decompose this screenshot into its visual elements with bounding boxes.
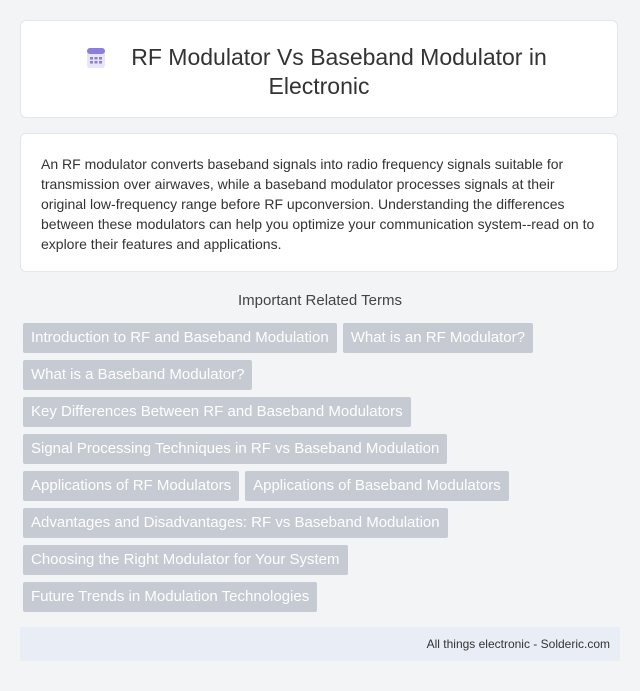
related-term-tag[interactable]: Future Trends in Modulation Technologies xyxy=(23,582,317,612)
page-title-line-1: RF Modulator Vs Baseband Modulator in xyxy=(131,44,547,70)
related-term-tag[interactable]: Introduction to RF and Baseband Modulation xyxy=(23,323,337,353)
related-term-tag[interactable]: Signal Processing Techniques in RF vs Baseband Modulation xyxy=(23,434,447,464)
related-terms-row xyxy=(23,323,620,353)
title-card xyxy=(20,20,618,118)
related-terms-row xyxy=(23,360,620,390)
related-term-tag[interactable]: What is an RF Modulator? xyxy=(343,323,533,353)
related-term-tag[interactable]: What is a Baseband Modulator? xyxy=(23,360,252,390)
related-terms-row xyxy=(23,545,620,575)
related-terms-row xyxy=(23,434,620,464)
page-title xyxy=(21,43,617,101)
related-term-tag[interactable]: Advantages and Disadvantages: RF vs Baseband Modulation xyxy=(23,508,448,538)
footer xyxy=(20,627,620,661)
related-terms-row xyxy=(23,508,620,538)
related-term-tag[interactable]: Key Differences Between RF and Baseband Modulators xyxy=(23,397,411,427)
related-terms-list xyxy=(20,323,620,619)
related-terms-row xyxy=(23,397,620,427)
intro-paragraph: An RF modulator converts baseband signals into radio frequency signals suitable for transmission over airwaves, while a baseband modulator processes signals at their original low-frequency range before RF upconversion. Understanding the differences between these modulators can help you optimize your communication system--read on to explore their features and applications. xyxy=(41,156,595,252)
related-terms-heading: Important Related Terms xyxy=(238,292,402,309)
related-terms-row xyxy=(23,582,620,612)
related-term-tag[interactable]: Applications of RF Modulators xyxy=(23,471,239,501)
related-terms-row xyxy=(23,471,620,501)
related-term-tag[interactable]: Applications of Baseband Modulators xyxy=(245,471,509,501)
page-title-line-2: Electronic xyxy=(268,73,370,99)
intro-card xyxy=(20,133,618,272)
footer-text: All things electronic - Solderic.com xyxy=(426,637,610,651)
related-term-tag[interactable]: Choosing the Right Modulator for Your System xyxy=(23,545,348,575)
